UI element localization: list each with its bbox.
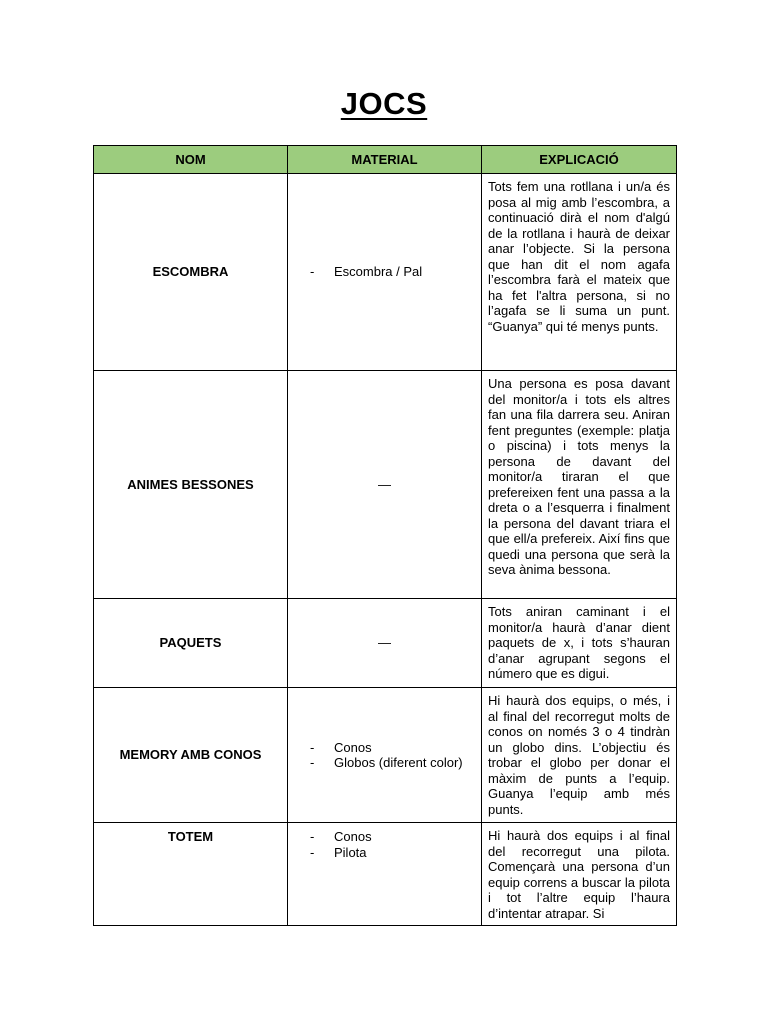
header-row — [94, 146, 677, 174]
table-row — [94, 823, 677, 926]
header-nom: NOM — [94, 146, 288, 174]
game-name: TOTEM — [94, 823, 288, 926]
header-explicacio: EXPLICACIÓ — [482, 146, 677, 174]
game-explanation: Hi haurà dos equips, o més, i al final del recorregut molts de conos on només 3 o 4 tindràn un globo dins. L’objectiu és trobar el globo per donar el màxim de punts a l’equip. Guanya l’equip amb més punts. — [482, 688, 677, 823]
game-name: ANIMES BESSONES — [94, 371, 288, 599]
game-name: MEMORY AMB CONOS — [94, 688, 288, 823]
page-title: JOCS — [340, 86, 428, 121]
game-explanation — [482, 823, 677, 926]
game-material — [288, 688, 482, 823]
game-material: — — [288, 371, 482, 599]
material-item: - Globos (diferent color) — [310, 755, 473, 771]
game-name: PAQUETS — [94, 599, 288, 688]
material-item: - Escombra / Pal — [310, 264, 473, 280]
explanation-text: Hi haurà dos equips i al final del recorregut una pilota. Començarà una persona d’un equip correns a buscar la pilota i tot l’altre equip l’haura d’intentar atrapar. Si — [488, 828, 670, 920]
header-material: MATERIAL — [288, 146, 482, 174]
table-row — [94, 688, 677, 823]
game-name: ESCOMBRA — [94, 174, 288, 371]
material-item: - Conos — [310, 829, 473, 845]
game-explanation: Una persona es posa davant del monitor/a i tots els altres fan una fila darrera seu. Aniran fent preguntes (exemple: platja o piscina) i tots menys la persona de davant del monitor/a tiraran el que prefereixen fent una passa a la dreta o a l’esquerra i finalment la persona del davant triara el que ell/a prefereix. Així fins que quedi una persona que serà la seva ànima bessona. — [482, 371, 677, 599]
game-material — [288, 823, 482, 926]
games-table — [93, 145, 677, 926]
material-item: - Pilota — [310, 845, 473, 861]
game-explanation: Tots aniran caminant i el monitor/a haurà d’anar dient paquets de x, i tots s’hauran d’anar agrupant segons el número que es digui. — [482, 599, 677, 688]
table-row — [94, 599, 677, 688]
material-item: - Conos — [310, 740, 473, 756]
table-row — [94, 174, 677, 371]
game-material: — — [288, 599, 482, 688]
table-row — [94, 371, 677, 599]
game-material — [288, 174, 482, 371]
game-explanation: Tots fem una rotllana i un/a és posa al mig amb l’escombra, a continuació dirà el nom d'algú de la rotllana i haurà de deixar anar l’objecte. Si la persona que han dit el nom agafa l’escombra farà el mateix que ha fet l'altra persona, si no l’agafa se li suma un punt. “Guanya” qui té menys punts. — [482, 174, 677, 371]
